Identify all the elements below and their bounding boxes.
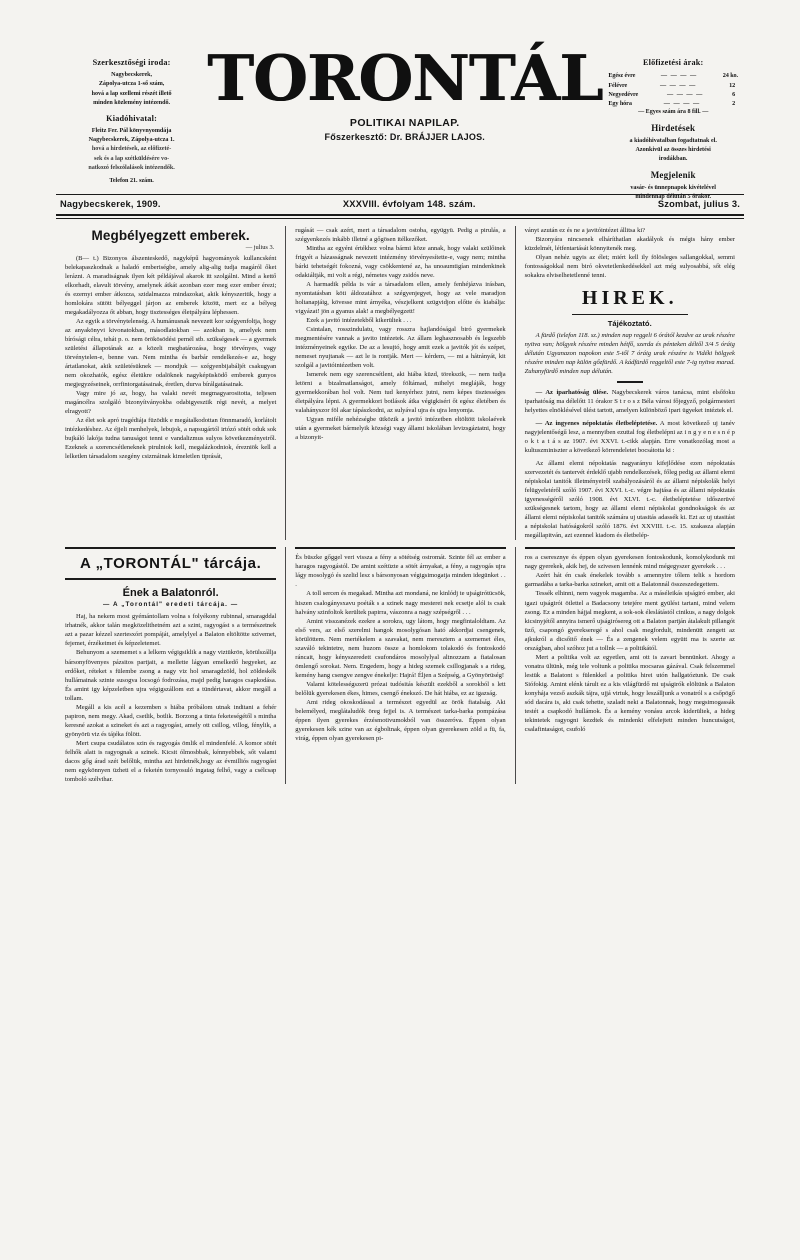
price-value: 12	[729, 81, 738, 89]
price-row	[602, 90, 744, 99]
masthead-center	[207, 41, 603, 142]
ads-line-3: irodákban.	[658, 156, 688, 163]
feuilleton-paragraph: A toll sercen és megakad. Mintha azt mondaná, ne kinlódj te ujságirótücsök, hiszen csalogánysxavu poéták s a szinek nagy mesterei nek ecsetje alól is csak halvány szinfoltok kerültek papirra, vászonra a nagy szépségről . . .	[295, 590, 506, 616]
single-copy-price: — Egyes szám ára 8 fill. —	[638, 109, 709, 116]
price-dots: — — — —	[666, 90, 704, 98]
price-dots: — — — —	[659, 81, 697, 89]
news-item-body: Az állami elemi népoktatás nagyarányu kifejlődése ezen népoktatás szervezetét és tantervét érdeklő ujabb rendelkezések, főleg pedig az állami elemi népiskolai tanitók illetményeiről szabályozásáról és az állami népiskolák helyi felügyeletéről szóló 1907. évi XXVI. t.-c. végre hajtása és az állami népoktatás igyenességéről szóló 1908. évi XLVI. t.-c. életbeléptetése időszerüvé szükségesnek tartom, hogy az állami elemi népiskolai gondnokságok és az állami elemi népiskolai tanitók számára uj utasitás adassék ki. Ezt az uj utasitást a népiskolai hatóságokról szóló 1876. évi XXVIII. t.-c. 15. szakasza alapján megállapitván, azt ezennel kiadom és életbelép-	[524, 460, 735, 540]
feuilleton-banner	[65, 547, 276, 580]
price-row	[602, 71, 744, 80]
price-value: 6	[732, 90, 738, 98]
news-item	[525, 459, 735, 540]
feuilleton-column-1	[56, 547, 285, 784]
article-paragraph: Bizonyára nincsenek elháríthatlan akadályok és mégis hány ember küzdelmét, létfentartását könnyitenék meg.	[524, 235, 735, 252]
feuilleton-paragraph: Behunyom a szememet s a lelkem végigsiklik a nagy viztükrön, körülszállja bársonyfövenyes pázsitos partjait, a mellette lágyan emelkedő hegyeket, az erdőket, réteket s fülembe zsong a nagy viz hol smaragdzöld, hol zöldeskék hullámainak szinte susogva locsogó fodrozása, majd pedig haragos csapkodása. És amint igy képzeletben ujra végigszállom ezt a tündértavat, akkor megáll a tollam.	[65, 649, 277, 702]
subscription-prices-heading: Előfizetési árak:	[642, 58, 704, 67]
volume-and-issue: XXXVIII. évfolyam 148. szám.	[342, 199, 476, 209]
column-1	[56, 226, 285, 541]
editorial-city: Nagybecskerek,	[111, 72, 153, 79]
divider	[56, 214, 744, 216]
feuilleton-paragraph: Mert a politika volt az egyetlen, ami ott is zavart bennünket. Ahogy a vonatra ültünk, még tele voltunk a politika mocsaras gázával. Csak felszemmel lestük a Balatont s fülenkkel a politika hirei utón hallgatóztunk. De csak Siófokig. Amint elénk tárult ez a kis világfürdő mi ujságirók elöltünk a Balaton konyhája vezső aszkák tájra, ujjá virtuk, hogy leszálljunk a vonatról s a csőpögő sód dacára is, aki csak tehette, szaladt neki a Balatonnak, hogy megsimogassák testét a csapkodó hullámok. És a kemény vonásu arcok kiderültek, a hideg tekintetek ragyogni kezdtek és mindenki elfelejtett minden huncutságot, csalafintaságot, csufoló	[524, 653, 735, 733]
publication-schedule-heading: Megjelenik	[650, 169, 696, 180]
place-and-year: Nagybecskerek, 1909.	[60, 199, 161, 209]
news-item-body	[525, 388, 735, 415]
article-paragraph: Az élet sok apró tragédiája füzödik e megátalkodottan fönnmaradó, korlátolt intézkedéshez. Az éjjeli menhelyek, lebujok, a napsugártól irtózó sötét oduk sok bujkáló lakója tudna tanuságot tenni e vandalizmus sulyos következményeiről. Ezeknek a szerencsétleneknek pirulniok kell, megalázkodniok, érezniök kell a lelketlen társadalom szegény csizmáinak kimeletlen tiprását,	[65, 417, 277, 461]
news-item-lead: — Az ingyenes népoktatás életbeléptetése.	[535, 419, 658, 427]
editorial-street: Zápolya-utcza 1-ső szám,	[98, 81, 165, 88]
feuilleton-paragraph: És büszke gőggel veri vissza a fény a sötétség ostromát. Szinte fél az ember a haragos ragyogástól. De amint szétüzte a sötét árnyakat, a fény, a ragyogás ujra lágy mosolygó és szelid lesz s bársonyosan végigsimogatja minden idegünket . . .	[295, 554, 506, 589]
price-dots: — — — —	[663, 100, 701, 108]
lead-article-title: Megbélyegzett emberek.	[91, 227, 250, 243]
publisher-line-4: sek és a lap szétküldésére vo-	[93, 155, 170, 162]
ads-line-1: a kiadóhivatalban fogadtatnak el.	[629, 138, 717, 145]
news-item	[525, 388, 735, 415]
article-paragraph: Csintalan, rosszindulatu, vagy rosszra hajlandóságal biró gyermekek megmentésére vannak a javito intézetek. Az állam leghasznosabb és legszebb intézményeinek egyike. De az a lesujtó, hogy amit ezek a javitók jót és szépet, nemeset nyujtanak — azt le is rontják. Mert — kérdem, — mi a hátrányát, kit szolgál a javitóintézetben volt.	[295, 325, 506, 369]
price-label: Egy hóra	[608, 100, 632, 108]
price-value: 2	[732, 100, 738, 108]
news-item	[525, 419, 735, 455]
editorial-note-1: hová a lap szellemi részét illető	[91, 90, 172, 97]
divider	[525, 547, 735, 549]
news-section-title: HIREK.	[581, 286, 678, 309]
feuilleton-column-3	[515, 547, 744, 784]
article-paragraph: Mintha az egyéni értékhez volna bármi köze annak, hogy valaki szülőinek frigyét a házasságnak nevezett intézmény törvényesítette-e, vagy nem; mintha bárki tehetségét fokozná, vagy csökkentené az, ha unoaumtigían mindenkinek odakiáltják, mi volt a régi, németes vagy zsidós neve.	[295, 244, 506, 279]
divider	[56, 218, 744, 219]
publisher-line-2: Nagybecskerek, Zápolya-utcza 1.	[88, 137, 175, 144]
weekday-and-date: Szombat, julius 3.	[657, 199, 740, 209]
schedule-line-1: vasár- és ünnepnapok kivételével	[630, 185, 716, 192]
feuilleton-paragraph: Amint visszanézek ezekre a sorokra, ugy látom, hogy megfintaloldtam. Az első vers, az első szerelmi hangok mosolygósan ható akkordjai csengenek, körülöttem. Nem mertékelem a szavakat, nem meresztem a szememet éles, szaváló tekintetre, nem huzom össze a homlokom tolakodó és fontoskodó ráncait, hogy kényszeredett csufondáros mosolylyal altnozzam a fiatalosan ömlengő sorokat. Nem. Engedem, hogy a hideg szemek csillogjanak s a rideg, kemény hang csengve zengve énekelje: Hajrá! Éljen a Szépség, a Gyönyörüség!	[295, 617, 506, 679]
column-3	[515, 226, 744, 541]
article-paragraph: ványt azután ez és ne a javitóintézet állitsa ki?	[524, 226, 645, 234]
news-item-lead: — Az iparhatóság ülése.	[535, 388, 609, 396]
ads-line-2: Azonkivül az összes hirdetési	[635, 147, 711, 154]
article-paragraph: Olyan nehéz ugyis az élet; miért kell ily fölösleges sallangokkal, semmi fontosságokkal nem biró okvetetlenkedésekkel azt még sulyosabbá, sőt elég sokakra elviselhetetlenné tenni.	[524, 253, 735, 279]
price-label: Egész évre	[608, 72, 636, 80]
article-paragraph: Az egyik a törvénytelenség. A humánusnak nevezett kor szégyenfoltja, hogy az anyakönyvi kivonatokban, másodlatokban — azokban is, amelyek nem bírósági célra, tehát p. o. nem örökösödési pernél stb. szükségesek — a gyermek születési állapotának az a közeli megbatározása, hogy törvényes, vagy törvénytelen-e, benne van. Nem mintha és barbár rendelkezés-e az, hogy ártatlanokat, akik születésüknek — mondjuk — szégyenbijabáljét csakugyan nem okozhatók, egész életükre odalöknek nagyképüsködő emberek gunyos megjegyzéseinek, orrfintorgatásainak, éretlen, durva bírálgatásainak.	[65, 317, 277, 388]
feuilleton-paragraph: Haj, ha nekem most gyémántollam volna s folyékony rubinnal, smaragddal irhatnék, akkor talán megközelithetném azt a szint, ragyogást s a természetnek azt a pazar kézzel szertesxórt pompáját, amelylyel a Balaton eltöltötte szivemet, fejemet, érzékeimet és képzeletemet.	[65, 613, 277, 648]
feuilleton-paragraph: Azért hát én csak énekelek tovább s amennyire tőlem telik s hordom garmadába a tarka-barka szineket, amit ott a Balatonnál összeszedegettem.	[524, 572, 735, 589]
price-value: 24 ko.	[722, 72, 738, 80]
article-paragraph: Ezek a javitó intézetekből kikerültek . . .	[306, 316, 412, 324]
editorial-office-heading: Szerkesztőségi iroda:	[92, 58, 171, 67]
masthead-left-info	[56, 48, 207, 186]
news-intro-paragraph: A fürdő (telefon 118. sz.) minden nap reggeli 6 órától kezdve az urak részére nyitva van; hölgyek részére minden hétfő, szerda és pénteken déltől 3/4 5 óráig délután Ugyanazon napokon este 5-től 7 óráig urak részére is Vidéki hölgyek részére minden nap külön gőzfürdő. A kádfürdő reggeltől este 7-ig nyitva marad. Zuhanyfürdő minden nap délután.	[524, 331, 735, 375]
publisher-line-1: Fleitz Fer. Pál könyvnyomdája	[91, 128, 172, 135]
feuilleton-paragraph: Megáll a kis acél a kezemben s hiába próbálom utnak inditani a fehér papiron, nem megy. Akad, csetlik, botlik. Borzong a tinta feketeségétől s mintha keresné azokat a szineket és azt a ragyogást, amely ott csillog, villog, fénylik, a gyönyörü viz és tájéka fölött.	[65, 703, 277, 738]
feuilleton-columns	[56, 547, 744, 784]
section-separator	[617, 381, 643, 383]
article-paragraph: Ismerek nem egy szerencsétlent, aki hiába küzd, törekszik, — nem tudja letörni a bizalmatlanságot, amely föltámad, mihelyt megláják, hogy gyermekkorában hol volt. Nem tud kenyérhez jutni, nem képes tisztességes életpályára lépni. A gyermekkori botlások átka végigkiséri őt egész életében és valahányszor föl akar tápászkodni, az sulyával ujra és ujra lenyomja.	[295, 371, 506, 415]
lead-article-dateline: — julius 3.	[245, 243, 275, 251]
article-paragraph: Vagy mire jó az, hogy, ha valaki nevét megmagyarositotta, teljesen magáncélra szolgáló bizonyítványokba odabigyesztik régi nevét, a melyet elragyott?	[65, 389, 277, 416]
divider	[572, 314, 688, 315]
news-item-text: A most következő uj tanév nagyjelentőségű lesz, a mennyiben ezuttal fog életbelépni az i n g y e n e s n é p o k t a t á s az 1907. évi XXVI. t.-cikk alapján. Erre vonatkozólag most a kultuszminiszter a következő körrendeletet bocsátotta ki :	[524, 419, 735, 455]
masthead-right-info	[602, 48, 744, 202]
news-subtitle: Tájékoztató.	[607, 318, 652, 328]
publisher-line-3: hová a hirdetések, az előfizeté-	[91, 146, 172, 153]
divider	[295, 547, 505, 549]
price-row	[602, 99, 744, 108]
advertisements-heading: Hirdetések	[651, 122, 696, 133]
article-paragraph: A harmadik példa is vár a társadalom ellen, amely fenhéjázva irásban, nyomtatásban köti áldozatához a szégyenjegyet, hogy az vele maradjon holtanapjáig, kövesse mint árnyéka, vészjelkent szügvidjon előtte és kiabálja: vigyázat! jön a gyanus alak! a megbélyegzett!	[295, 280, 506, 315]
column-2	[285, 226, 514, 541]
price-label: Félévre	[608, 81, 628, 89]
feuilleton-origin-note: — A „Torontál" eredeti tárcája. —	[103, 601, 239, 609]
news-item-body	[525, 419, 735, 455]
article-paragraph: Ugyan miféle nehézségbe ütközik a javitó intézetben eltöltött iskolaévek után a gyermeket bármelyik községi vagy állami iskolában levizsgáztatni, hogy a bizonyit-	[295, 416, 506, 442]
publishing-office-heading: Kiadóhivatal:	[106, 113, 157, 123]
feuilleton-section	[56, 547, 744, 784]
feuilleton-paragraph: Tessék elhinni, nem vagyok magamba. Az a máséleikás ujságiró ember, aki igazi ujságirói ötlettel a Badacsony tetejére ment gyülést tartani, mind velem zsong. Ez a minden hájjal megkent, a sok-sok éleslátástól cinikus, a nagy dolgok kicsinyjétől annyira ismerő ujságirósereg ott a Balaton partján átalakult pillangót üző, csapongó gyerekseregé s ahol csak megfordult, mindenütt zengett az ajkukról a dicsőitő ének — És a zengenek velem együtt ma is szerte az országban, ahol szóhoz jut a tollnk — a politikától.	[524, 590, 735, 652]
feuilleton-paragraph: Mert csupa csudálatos szin és ragyogás ömlik el mindenfelé. A komor sötét felhők alatt is ragyognak a szinek. Kicsit ólmosbbak, kénnyebbek, sőt valami dacos gőg árad szét belőlük, mintha azt hirdetnék,hogy az évmilliós ragyogást nem egykönnyen üzheti el a feketén tornyosuló ingatag felhő, vagy a csélcsap tomboló szélvihar.	[65, 739, 277, 783]
editorial-note-2: minden közlemény intézendő.	[93, 99, 171, 106]
paper-title: TORONTÁL	[207, 41, 603, 115]
main-columns	[56, 226, 744, 541]
feuilleton-paragraph: Ami rideg okoskodással a természet egyedül az örök fiatalság. Aki belemélyed, meglátaludók öreg fejjel is. A természet tarka-barka pompázása éppen ilyen gyerekes érzésmotivumokból van összeróva. Éppen olyan gyerekesen kék szine van az égboltnak, éppen olyan gyerekesen zöld a fü, fa, virág, éppen olyan gyerekesen pi-	[295, 698, 506, 742]
editor-in-chief: Főszerkesztő: Dr. BRÁJJER LAJOS.	[324, 131, 485, 142]
telephone-line: Telefon 21. szám.	[109, 177, 154, 184]
news-item-text: Nagybecskerek város tanácsa, mint elsőfoku iparhatóság ma délelőtt 11 órakor S t r o s z Béla városi főjegyző, polgármesteri helyettes elnöklésével ülést tartott, amelyen különböző ipari ügyeket intéztek el.	[524, 388, 735, 414]
paper-subtitle: POLITIKAI NAPILAP.	[349, 116, 460, 129]
publisher-line-5: natkozó felszólalások intézendők.	[88, 164, 175, 171]
feuilleton-column-2	[285, 547, 514, 784]
feuilleton-banner-title: A „TORONTÁL" tárcája.	[79, 555, 262, 573]
feuilleton-paragraph: Valami kötelességszerü prózai tudósitás készült ezekből a sorokból s lett belőlük gyerekesen ékes, himes, csengő énekszó. De hát hiába, ez az igazság.	[295, 680, 506, 697]
article-paragraph: rugását — csak azért, mert a társadalom ostoba, együgyü. Pedig a pirulás, a szégyenkezés inkább illetné a gőgösen itélkezőket.	[295, 226, 506, 243]
masthead	[56, 41, 744, 201]
price-row	[602, 81, 744, 90]
price-dots: — — — —	[660, 72, 698, 80]
price-label: Negyedévre	[608, 90, 639, 98]
schedule-line-2: mindennap délután 5 órakor.	[635, 194, 711, 201]
article-paragraph: (B— t.) Bizonyos álszenteskedő, nagyképű hagyományok kullancsként belekapaszkodnak a haladó emberiségbe, amely alig-alig tudja magáról őket lerázni. A maradiságnak ilyen két példájával akarok itt szolgálni. Mind a kettő elkorhadt, elavult törvény, amelynek átkát azonban ezer meg ezer ember érezi; és ezernyi ember átkozza, szidalmazza mindazokat, akik kényszeritik, hogy a homlokára sütött bélyeggel járjon az emberek között, mert ez a bélyeg megakadályozza őt abban, hogy tisztességes életpályára léphessen.	[65, 254, 277, 316]
feuilleton-piece-title: Ének a Balatonról.	[122, 587, 219, 600]
feuilleton-paragraph: ros a cseresznye és éppen olyan gyerekesen fontoskodunk, komolykodunk mi nagy gyerekek, akik hej, de szivesen lennénk mind mégegyszer gyerekek . . .	[524, 554, 735, 571]
